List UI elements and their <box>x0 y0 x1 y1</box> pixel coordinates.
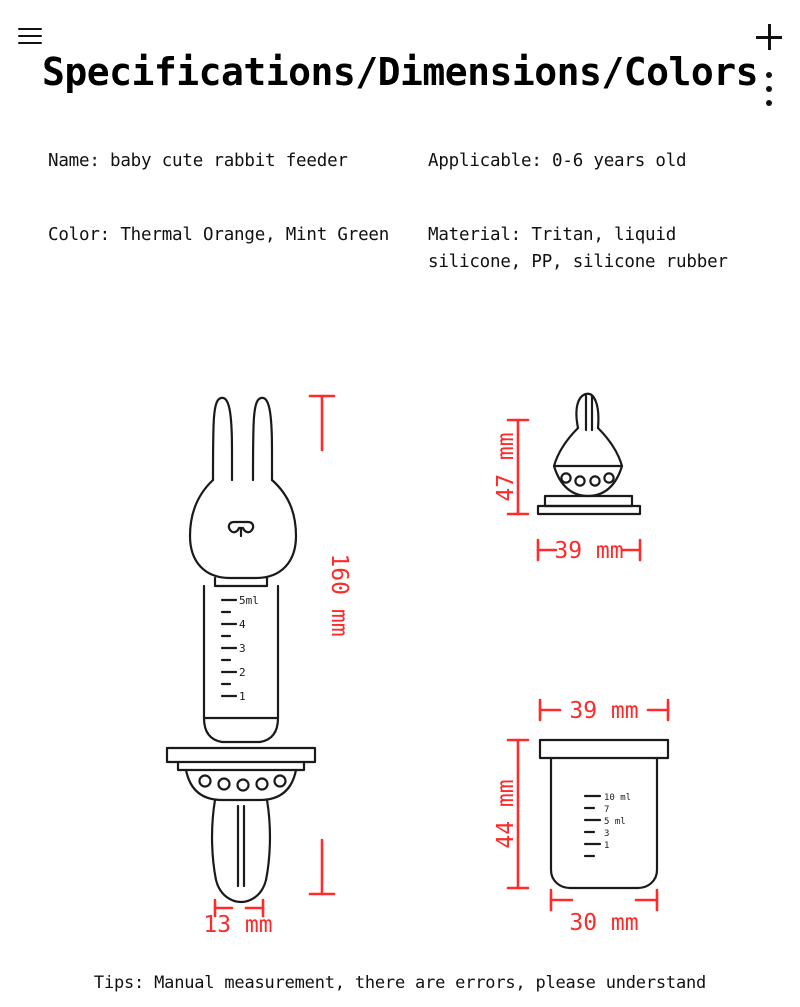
dimension-label-nipple-width: 39 mm <box>554 538 624 564</box>
cup-scale-label: 3 <box>604 829 610 839</box>
hamburger-line <box>18 35 42 37</box>
cup-scale-label: 5 ml <box>604 817 626 827</box>
scale-label: 5ml <box>239 594 259 607</box>
spec-applicable: Applicable: 0-6 years old <box>428 151 687 171</box>
cup-scale-label: 1 <box>604 841 610 851</box>
page-title: Specifications/Dimensions/Colors <box>41 50 759 94</box>
spec-name: Name: baby cute rabbit feeder <box>48 151 348 171</box>
scale-label: 2 <box>239 666 246 679</box>
hamburger-menu-icon[interactable] <box>18 28 42 46</box>
specification-list <box>0 142 800 292</box>
cup-scale-label: 10 ml <box>604 793 632 803</box>
kebab-dot <box>766 100 772 106</box>
product-dimension-diagram <box>0 300 800 960</box>
tips-text: Tips: Manual measurement, there are errors, please understand <box>93 973 707 993</box>
scale-label: 1 <box>239 690 246 703</box>
dimension-label-nipple-height: 47 mm <box>493 432 519 502</box>
scale-label: 3 <box>239 642 246 655</box>
scale-label: 4 <box>239 618 246 631</box>
dimension-label-cup-base-width: 30 mm <box>569 910 639 936</box>
spec-color: Color: Thermal Orange, Mint Green <box>48 225 390 245</box>
spec-material: Material: Tritan, liquid silicone, PP, silicone rubber <box>428 225 728 272</box>
dimension-label-cup-height: 44 mm <box>493 779 519 849</box>
dimension-label-feeder-height: 160 mm <box>326 553 352 637</box>
hamburger-line <box>18 42 42 44</box>
hamburger-line <box>18 28 42 30</box>
cup-scale-label: 7 <box>604 805 610 815</box>
plus-icon[interactable] <box>756 24 782 50</box>
dimension-label-tip-width: 13 mm <box>203 912 273 938</box>
dimension-label-cup-width: 39 mm <box>569 698 639 724</box>
